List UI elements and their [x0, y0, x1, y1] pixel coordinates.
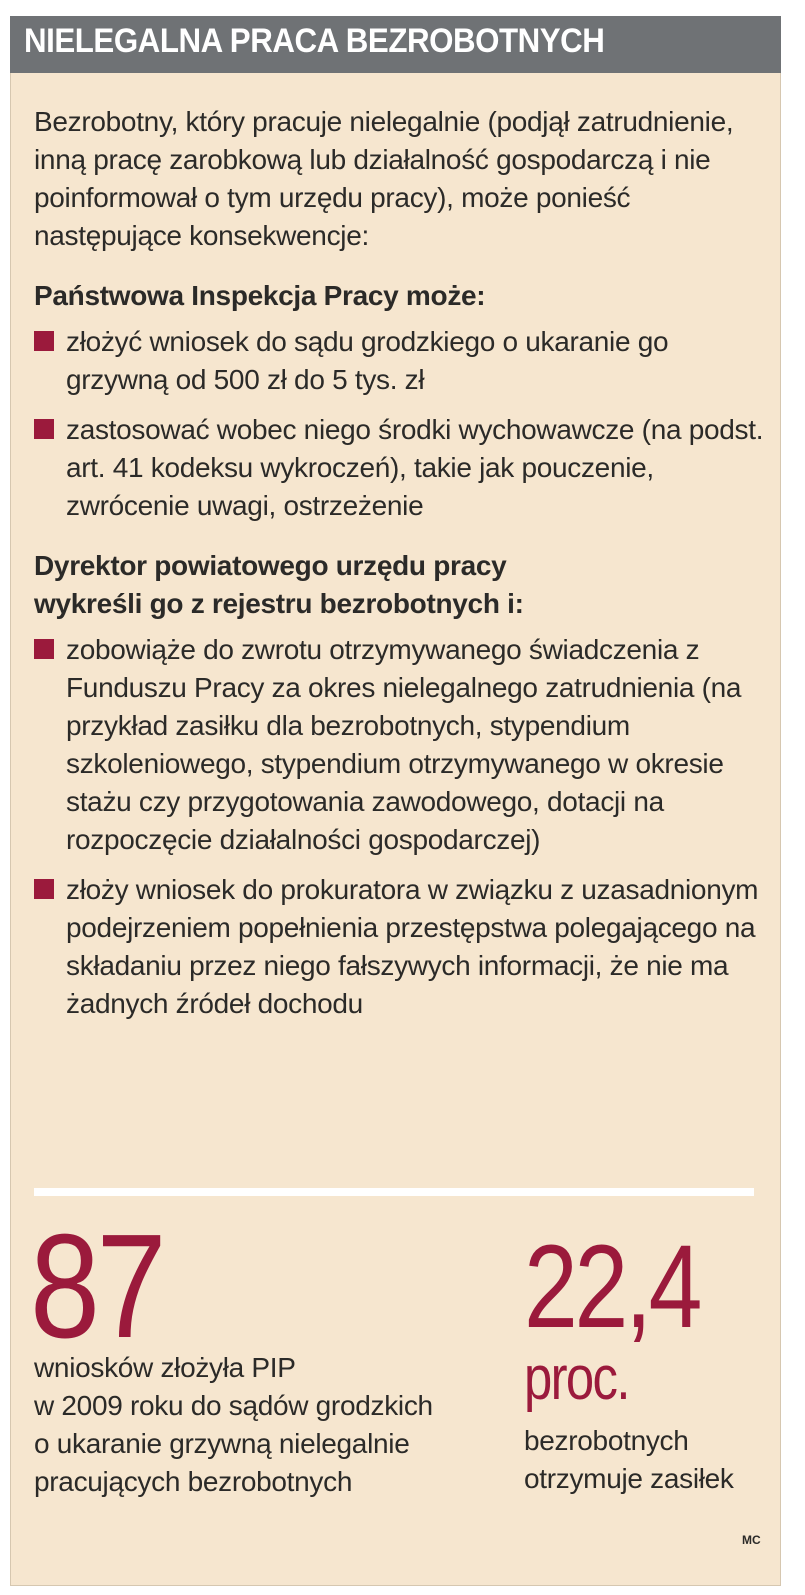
- section-divider: [34, 1188, 754, 1196]
- director-list: [34, 631, 764, 1023]
- square-bullet-icon: [34, 419, 54, 439]
- stat-left-desc-line: w 2009 roku do sądów grodzkich: [34, 1390, 433, 1421]
- infobox-title: NIELEGALNA PRACA BEZROBOTNYCH: [24, 22, 605, 60]
- list-item: [34, 411, 764, 525]
- author-credit: MC: [742, 1533, 761, 1547]
- list-item-text: złożyć wniosek do sądu grodzkiego o ukaranie go grzywną od 500 zł do 5 tys. zł: [66, 326, 669, 395]
- pip-section-title: Państwowa Inspekcja Pracy może:: [34, 280, 486, 311]
- intro-paragraph: Bezrobotny, który pracuje nielegalnie (podjął zatrudnienie, inną pracę zarobkową lub działalność gospodarczą i nie poinformował o tym urzędu pracy), może ponieść następujące konsekwencje:: [34, 106, 734, 251]
- list-item: [34, 631, 764, 859]
- stat-right-desc-line: bezrobotnych: [524, 1425, 689, 1456]
- director-title-line-2: wykreśli go z rejestru bezrobotnych i:: [34, 588, 524, 619]
- stat-right-description: [524, 1422, 774, 1498]
- list-item: [34, 323, 764, 399]
- stat-right-value: 22,4: [524, 1221, 700, 1353]
- infobox-content: [34, 103, 764, 1045]
- list-item-text: zobowiąże do zwrotu otrzymywanego świadczenia z Funduszu Pracy za okres nielegalnego zatrudnienia (na przykład zasiłku dla bezrobotnych, stypendium szkoleniowego, stypendium otrzymywanego w okresie stażu czy przygotowania zawodowego, dotacji na rozpoczęcie działalności gospodarczej): [66, 634, 742, 855]
- stat-left-desc-line: wniosków złożyła PIP: [34, 1352, 296, 1383]
- director-title-line-1: Dyrektor powiatowego urzędu pracy: [34, 550, 507, 581]
- stat-right-desc-line: otrzymuje zasiłek: [524, 1463, 734, 1494]
- list-item-text: zastosować wobec niego środki wychowawcze (na podst. art. 41 kodeksu wykroczeń), takie jak pouczenie, zwrócenie uwagi, ostrzeżenie: [66, 414, 764, 521]
- infobox-header: [10, 16, 781, 73]
- stat-left-value: 87: [30, 1204, 164, 1369]
- director-section-title: [34, 547, 764, 623]
- square-bullet-icon: [34, 331, 54, 351]
- stat-left-desc-line: o ukaranie grzywną nielegalnie: [34, 1428, 410, 1459]
- stat-left-desc-line: pracujących bezrobotnych: [34, 1466, 353, 1497]
- square-bullet-icon: [34, 879, 54, 899]
- pip-list: [34, 323, 764, 525]
- square-bullet-icon: [34, 639, 54, 659]
- stat-right-unit: proc.: [524, 1344, 629, 1413]
- list-item: [34, 871, 764, 1023]
- stat-left-description: [34, 1349, 504, 1501]
- list-item-text: złoży wniosek do prokuratora w związku z uzasadnionym podejrzeniem popełnienia przestępstwa polegającego na składaniu przez niego fałszywych informacji, że nie ma żadnych źródeł dochodu: [66, 874, 759, 1019]
